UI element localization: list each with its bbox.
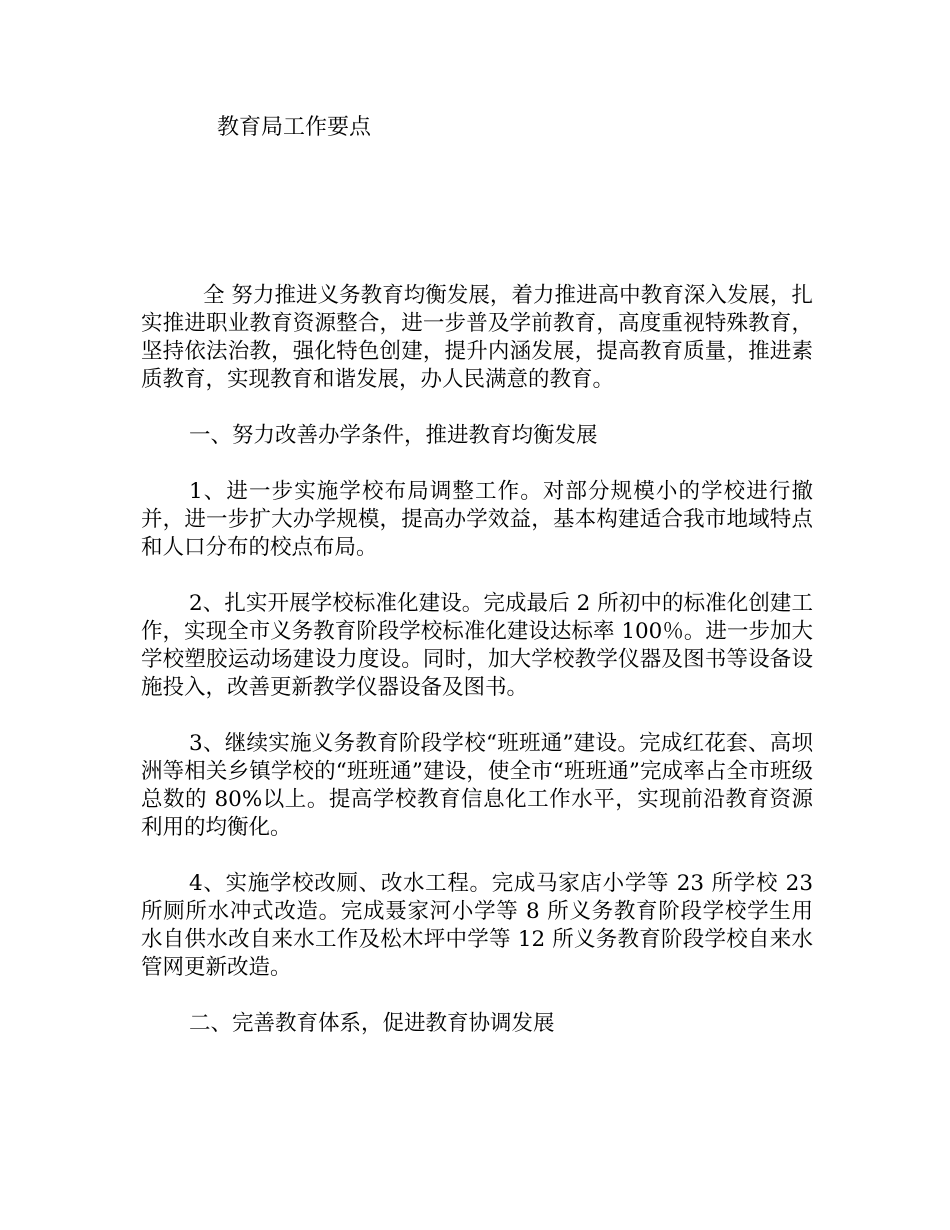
item-paragraph-3: 3、继续实施义务教育阶段学校“班班通”建设。完成红花套、高坝洲等相关乡镇学校的“班班通”建设，使全市“班班通”完成率占全市班级总数的 80%以上。提高学校教育信息化工作水平，实现前沿教育资源利用的均衡化。 xyxy=(141,731,813,840)
section-heading-1: 一、努力改善办学条件，推进教育均衡发展 xyxy=(189,423,598,448)
item-paragraph-1: 1、进一步实施学校布局调整工作。对部分规模小的学校进行撤并，进一步扩大办学规模，提高办学效益，基本构建适合我市地域特点和人口分布的校点布局。 xyxy=(141,479,813,560)
item-paragraph-2: 2、扎实开展学校标准化建设。完成最后 2 所初中的标准化创建工作，实现全市义务教育阶段学校标准化建设达标率 100％。进一步加大学校塑胶运动场建设力度设。同时，加大学校教学仪器及图书等设备设施投入，改善更新教学仪器设备及图书。 xyxy=(141,591,813,700)
section-heading-2: 二、完善教育体系，促进教育协调发展 xyxy=(189,1011,555,1036)
document-body xyxy=(141,282,813,1066)
item-paragraph-4: 4、实施学校改厕、改水工程。完成马家店小学等 23 所学校 23 所厕所水冲式改造。完成聂家河小学等 8 所义务教育阶段学校学生用水自供水改自来水工作及松木坪中学等 12 所义务教育阶段学校自来水管网更新改造。 xyxy=(141,871,813,980)
document-title: 教育局工作要点 xyxy=(217,115,372,140)
intro-paragraph: 全 努力推进义务教育均衡发展，着力推进高中教育深入发展，扎实推进职业教育资源整合，进一步普及学前教育，高度重视特殊教育，坚持依法治教，强化特色创建，提升内涵发展，提高教育质量，推进素质教育，实现教育和谐发展，办人民满意的教育。 xyxy=(141,283,813,392)
